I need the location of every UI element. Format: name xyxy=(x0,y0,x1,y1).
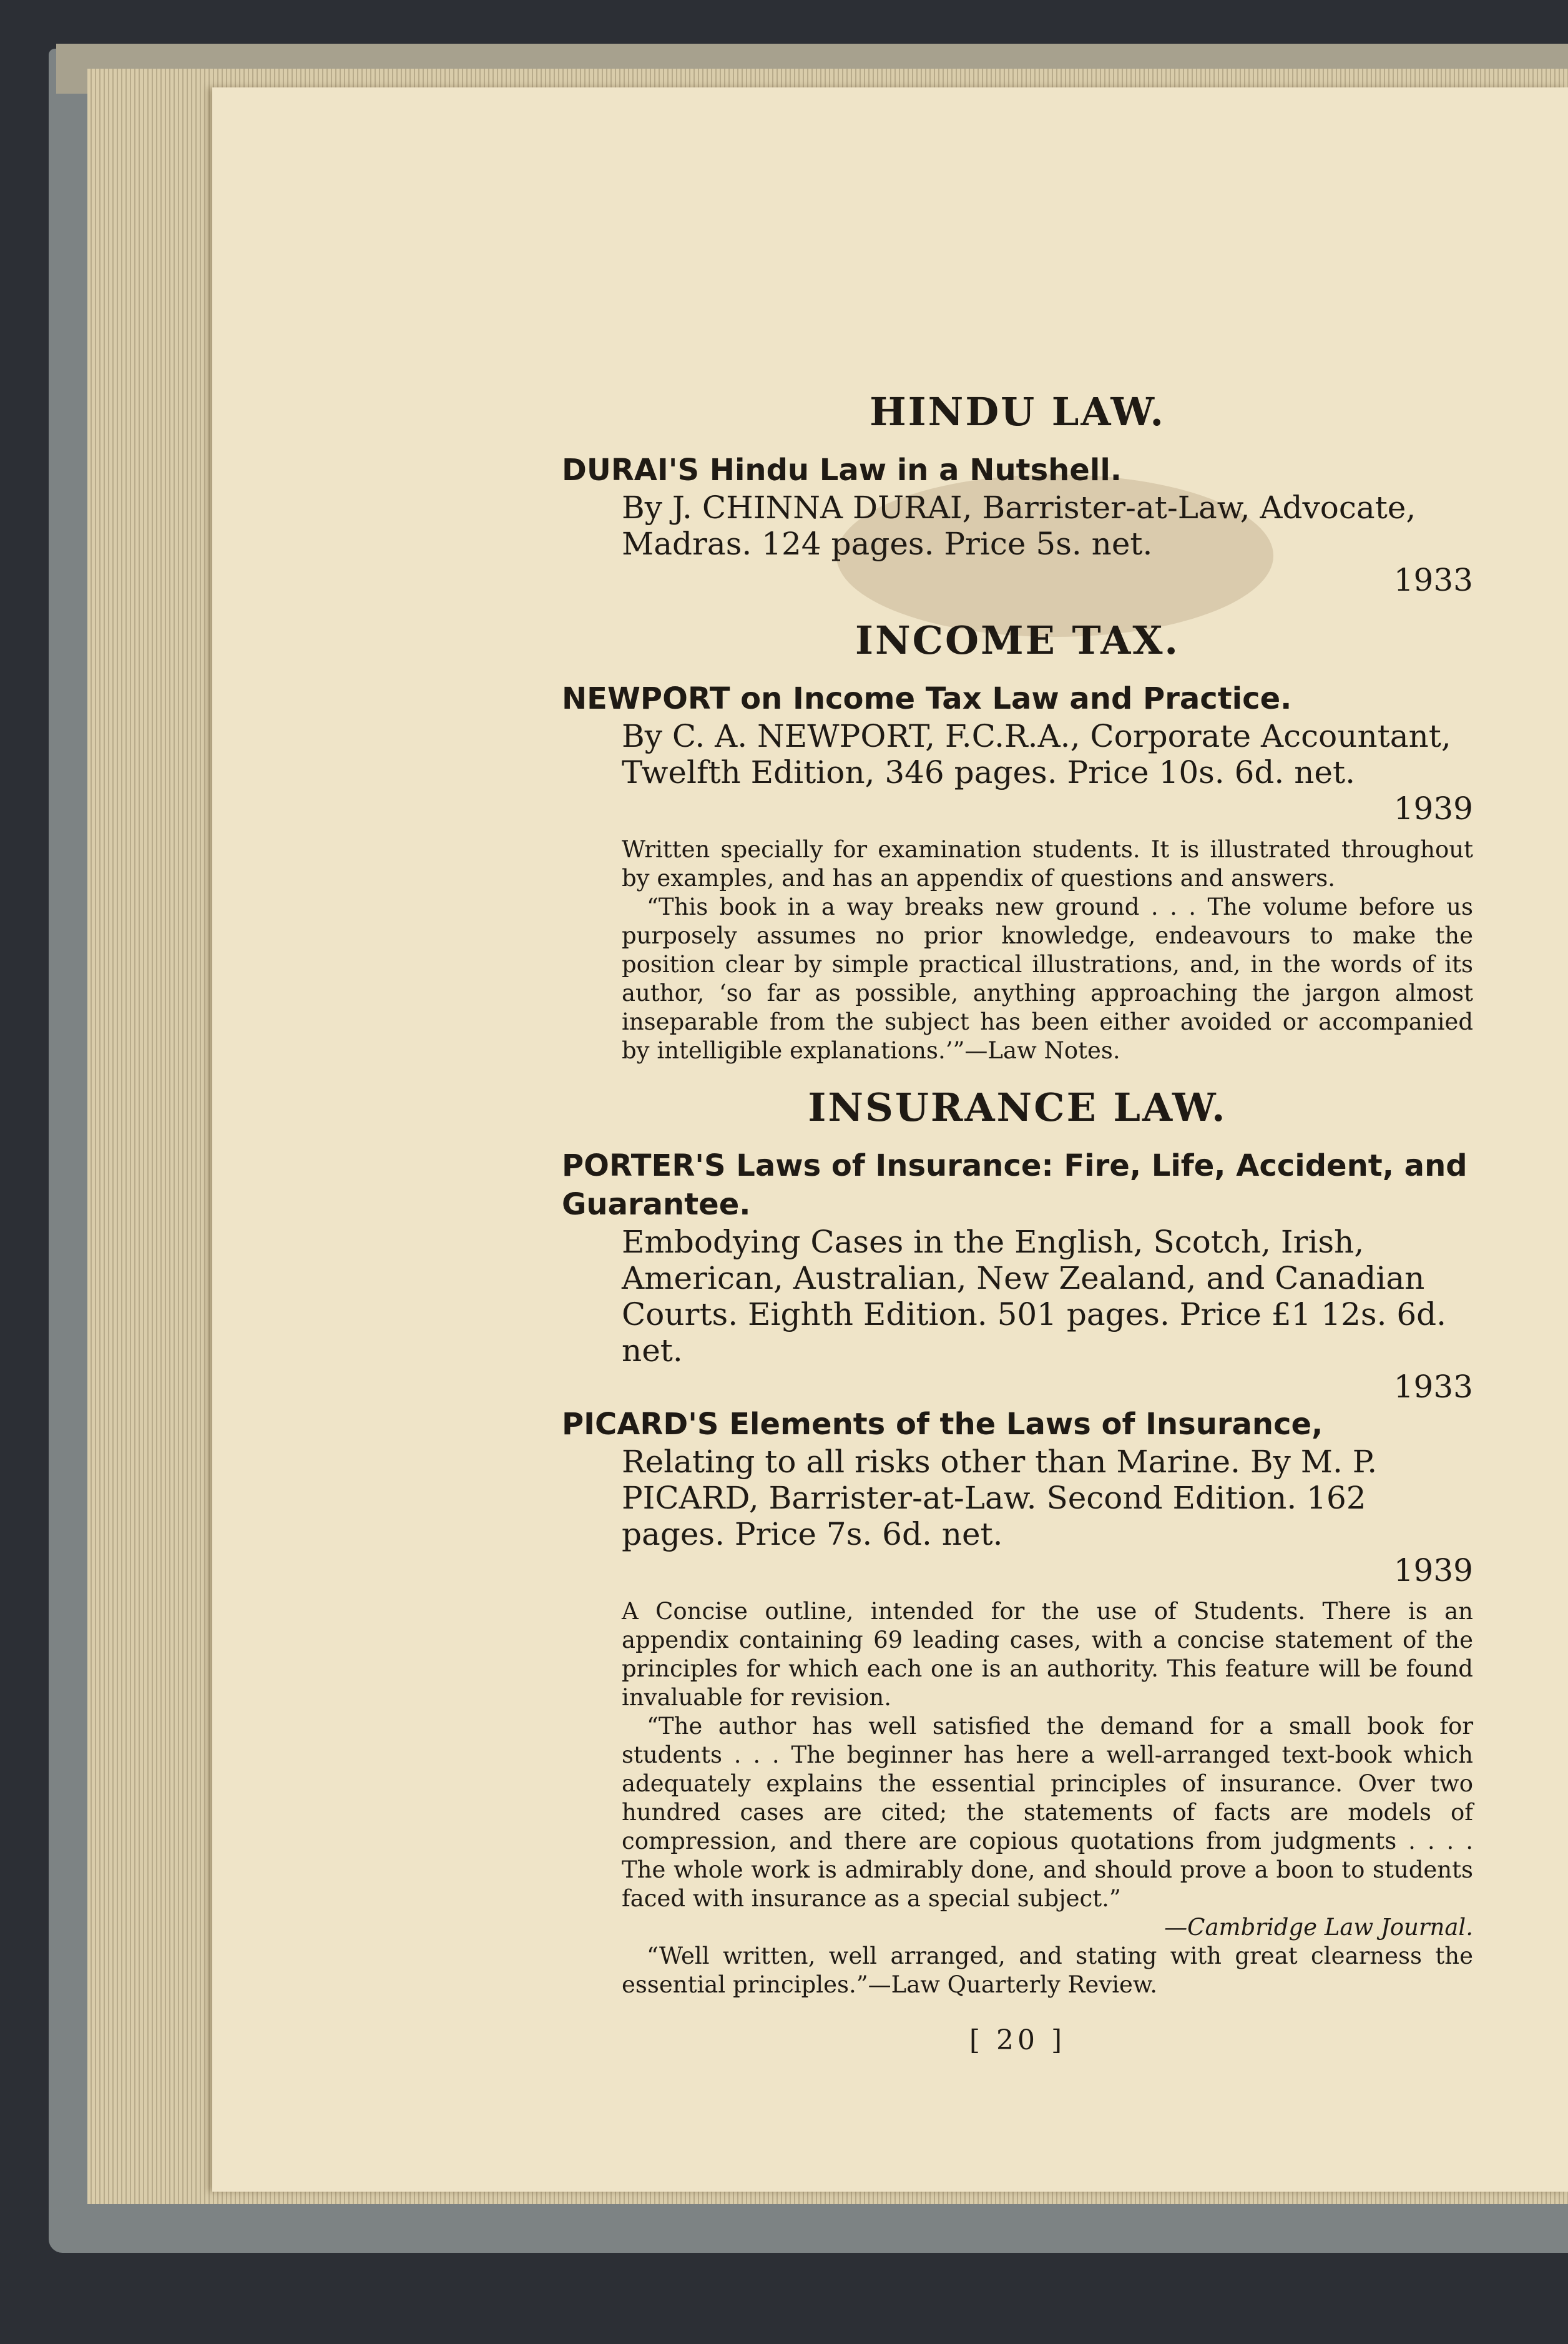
section-heading: INSURANCE LAW. xyxy=(808,1085,1227,1130)
entry-body: Relating to all risks other than Marine. By M. P. PICARD, Barrister-at-Law. Second Edition. 162 pages. Price 7s. 6d. net. xyxy=(622,1444,1378,1552)
entry-year: 1933 xyxy=(1393,562,1473,598)
entry-title: PORTER'S Laws of Insurance: Fire, Life, Accident, and Guarantee. xyxy=(562,1148,1468,1222)
entry-year: 1939 xyxy=(1393,1552,1473,1588)
page-content xyxy=(562,387,1473,2084)
entry-body: Embodying Cases in the English, Scotch, Irish, American, Australian, New Zealand, and Canadian Courts. Eighth Edition. 501 pages. Price £1 12s. 6d. net. xyxy=(622,1224,1447,1369)
section-income-tax xyxy=(562,616,1473,1065)
entry-year: 1939 xyxy=(1393,790,1473,827)
page-number: [ 20 ] xyxy=(969,2024,1066,2056)
entry-title: DURAI'S Hindu Law in a Nutshell. xyxy=(562,453,1122,488)
entry-year: 1933 xyxy=(1393,1369,1473,1405)
entry-review-quote: “Well written, well arranged, and stating with great clearness the essential principles.”—Law Quarterly Review. xyxy=(622,1943,1473,1998)
entry-review-quote: “This book in a way breaks new ground . . . The volume before us purposely assumes no prior knowledge, endeavours to make the position clear by simple practical illustrations, and, in the words of its author, ‘so far as possible, anything approaching the jargon almost inseparable from the subject has been either avoided or accompanied by intelligible explanations.’”—Law Notes. xyxy=(622,894,1473,1064)
section-insurance-law xyxy=(562,1083,1473,1999)
entry-note: A Concise outline, intended for the use of Students. There is an appendix containing 69 leading cases, with a concise statement of the principles for which each one is an authority. This feature will be found invaluable for revision. xyxy=(622,1598,1473,1711)
entry-review-quote: “The author has well satisfied the demand for a small book for students . . . The beginner has here a well-arranged text-book which adequately explains the essential principles of insurance. Over two hundred cases are cited; the statements of facts are models of compression, and there are copious quotations from judgments . . . . The whole work is admirably done, and should prove a boon to students faced with insurance as a special subject.” xyxy=(622,1713,1473,1912)
entry-note: Written specially for examination students. It is illustrated throughout by examples, and has an appendix of questions and answers. xyxy=(622,836,1473,892)
entry-body: By C. A. NEWPORT, F.C.R.A., Corporate Accountant, Twelfth Edition, 346 pages. Price 10s. 6d. net. xyxy=(622,718,1451,790)
entry-title: PICARD'S Elements of the Laws of Insurance, xyxy=(562,1407,1323,1442)
section-heading: HINDU LAW. xyxy=(870,389,1165,435)
entry-body: By J. CHINNA DURAI, Barrister-at-Law, Advocate, Madras. 124 pages. Price 5s. net. xyxy=(622,490,1416,562)
section-heading: INCOME TAX. xyxy=(855,618,1180,663)
section-hindu-law xyxy=(562,387,1473,598)
quote-credit: —Cambridge Law Journal. xyxy=(1164,1914,1473,1941)
entry-title: NEWPORT on Income Tax Law and Practice. xyxy=(562,681,1292,716)
